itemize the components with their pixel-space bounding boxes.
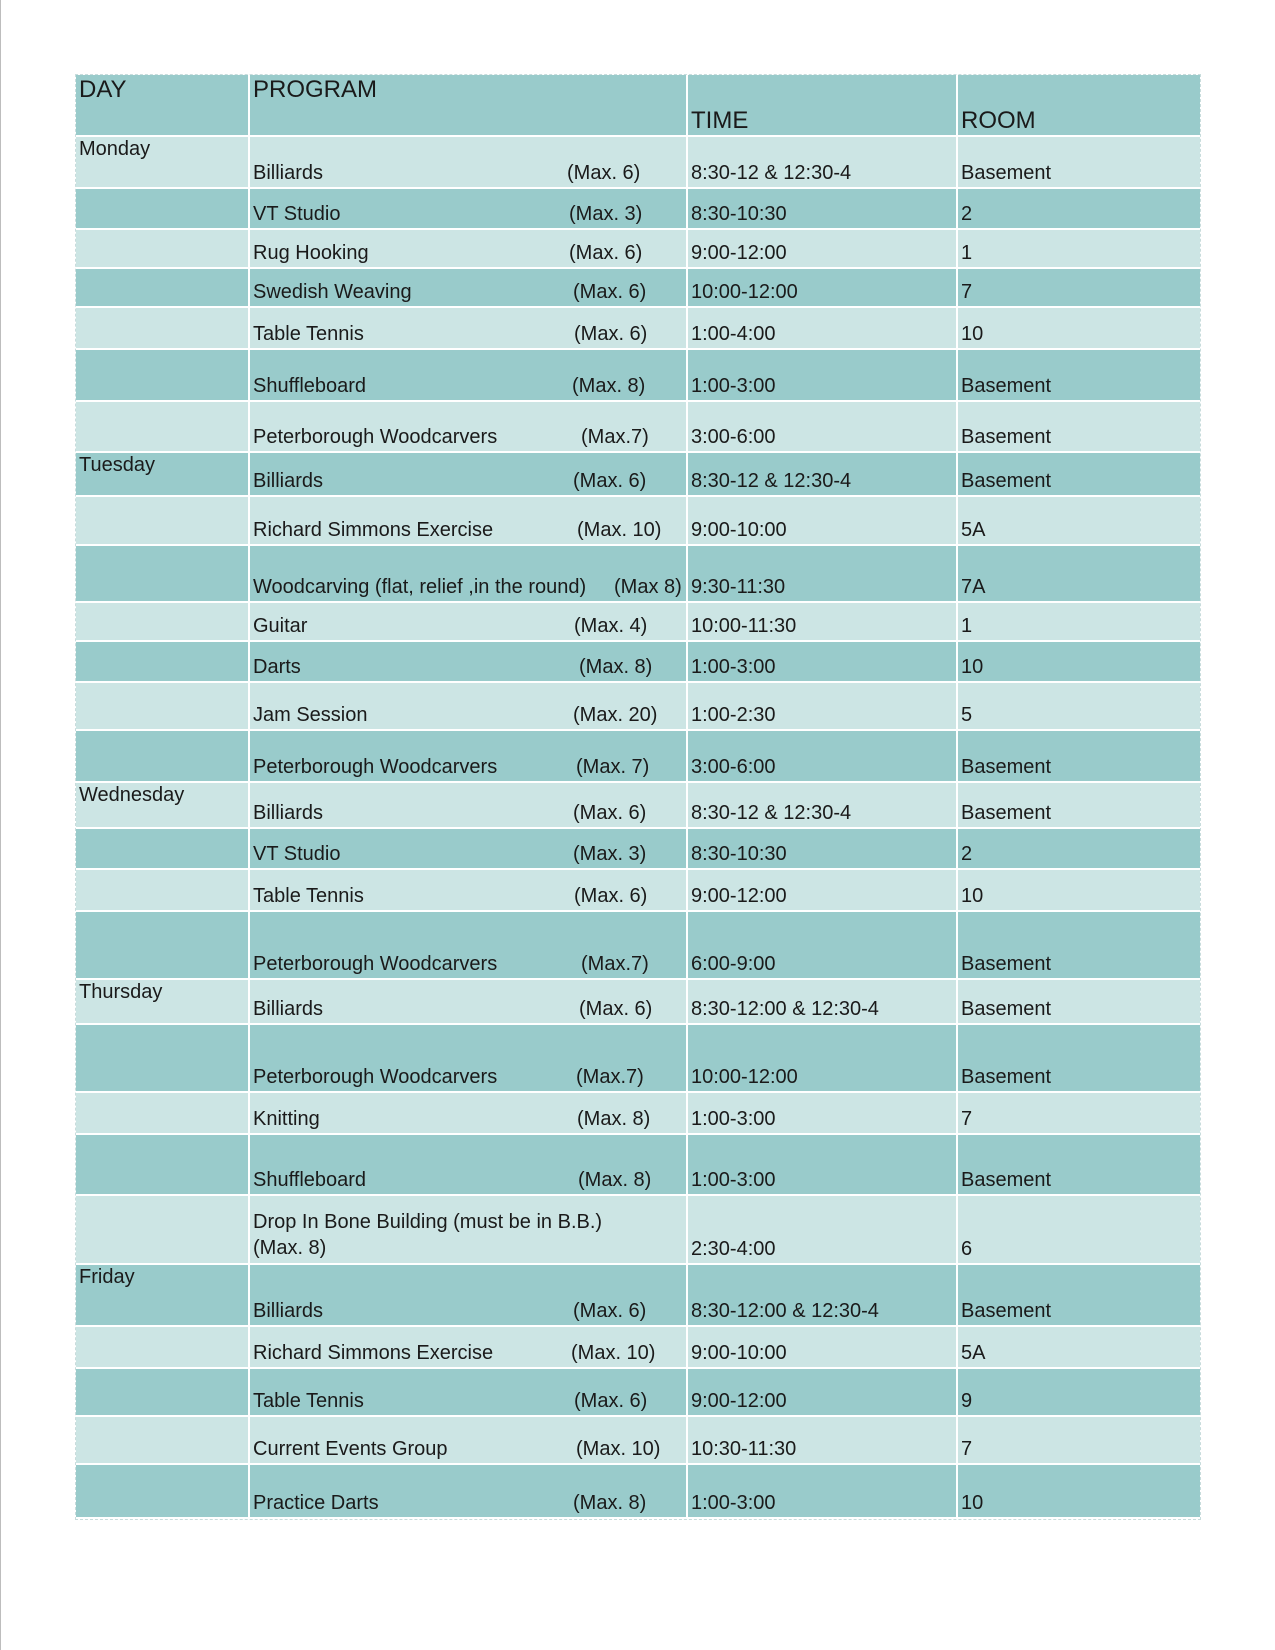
program-cell (250, 453, 688, 497)
program-max: (Max. 8) (572, 375, 646, 397)
program-name: Shuffleboard (253, 1169, 367, 1191)
day-cell (76, 1369, 250, 1417)
table-row (76, 1265, 1200, 1327)
time-cell: 10:00-11:30 (688, 603, 958, 642)
room-cell: Basement (958, 350, 1200, 402)
time-cell: 6:00-9:00 (688, 912, 958, 980)
time-cell: 10:00-12:00 (688, 269, 958, 308)
time-cell: 9:00-12:00 (688, 230, 958, 269)
program-cell (250, 731, 688, 783)
time-cell: 1:00-3:00 (688, 1465, 958, 1519)
room-cell: Basement (958, 731, 1200, 783)
program-cell (250, 1025, 688, 1093)
room-cell: 5A (958, 1327, 1200, 1369)
program-name: Richard Simmons Exercise (253, 1342, 494, 1364)
table-row (76, 731, 1200, 783)
day-cell (76, 1135, 250, 1196)
day-cell: Wednesday (76, 783, 250, 829)
program-name: Billiards (253, 162, 324, 184)
program-cell (250, 497, 688, 546)
room-cell: 9 (958, 1369, 1200, 1417)
room-cell: 1 (958, 603, 1200, 642)
table-row (76, 1135, 1200, 1196)
program-name: Billiards (253, 998, 324, 1020)
program-cell (250, 912, 688, 980)
program-max: (Max. 10) (577, 519, 662, 541)
program-cell (250, 1135, 688, 1196)
program-max: (Max. 10) (576, 1438, 661, 1460)
day-cell: Tuesday (76, 453, 250, 497)
room-cell: Basement (958, 980, 1200, 1025)
program-name: Current Events Group (253, 1438, 448, 1460)
program-max: (Max. 3) (569, 203, 643, 225)
day-cell (76, 603, 250, 642)
room-cell: Basement (958, 912, 1200, 980)
table-row (76, 1369, 1200, 1417)
program-cell (250, 308, 688, 350)
program-cell (250, 1093, 688, 1135)
room-cell: 10 (958, 642, 1200, 683)
program-name: Knitting (253, 1108, 320, 1130)
table-row (76, 980, 1200, 1025)
day-cell (76, 683, 250, 731)
program-cell (250, 870, 688, 912)
table-row (76, 683, 1200, 731)
header-day: DAY (76, 75, 250, 137)
header-time: TIME (688, 75, 958, 137)
day-cell (76, 870, 250, 912)
day-cell (76, 230, 250, 269)
room-cell: Basement (958, 1265, 1200, 1327)
program-name: Table Tennis (253, 323, 364, 345)
room-cell: 10 (958, 870, 1200, 912)
time-cell: 1:00-3:00 (688, 642, 958, 683)
program-name: Woodcarving (flat, relief ,in the round) (253, 576, 587, 598)
program-name: Jam Session (253, 704, 368, 726)
program-name: Peterborough Woodcarvers (253, 953, 498, 975)
time-cell: 1:00-3:00 (688, 1135, 958, 1196)
program-cell (250, 137, 688, 189)
program-cell (250, 402, 688, 453)
program-max: (Max. 6) (573, 802, 647, 824)
time-cell: 9:00-12:00 (688, 870, 958, 912)
day-cell (76, 402, 250, 453)
time-cell: 8:30-12 & 12:30-4 (688, 783, 958, 829)
program-cell (250, 980, 688, 1025)
time-cell: 9:00-10:00 (688, 1327, 958, 1369)
room-cell: Basement (958, 137, 1200, 189)
program-name: VT Studio (253, 203, 341, 225)
program-cell (250, 189, 688, 230)
program-name: Guitar (253, 615, 308, 637)
table-row (76, 230, 1200, 269)
table-row (76, 137, 1200, 189)
program-max: (Max. 3) (573, 843, 647, 865)
program-max: (Max.7) (576, 1066, 644, 1088)
table-row (76, 870, 1200, 912)
time-cell: 1:00-3:00 (688, 1093, 958, 1135)
table-row (76, 497, 1200, 546)
table-row (76, 642, 1200, 683)
table-row (76, 1417, 1200, 1465)
room-cell: 1 (958, 230, 1200, 269)
program-max: (Max. 6) (574, 1390, 648, 1412)
table-row (76, 189, 1200, 230)
room-cell: 2 (958, 189, 1200, 230)
room-cell: 7A (958, 546, 1200, 603)
program-max: (Max. 6) (574, 885, 648, 907)
program-name: Table Tennis (253, 1390, 364, 1412)
room-cell: 5 (958, 683, 1200, 731)
time-cell: 9:00-12:00 (688, 1369, 958, 1417)
program-max: (Max. 8) (579, 656, 653, 678)
time-cell: 8:30-12:00 & 12:30-4 (688, 1265, 958, 1327)
program-max: (Max. 8) (578, 1169, 652, 1191)
time-cell: 2:30-4:00 (688, 1196, 958, 1265)
room-cell: Basement (958, 453, 1200, 497)
program-name: Billiards (253, 1300, 324, 1322)
day-cell (76, 189, 250, 230)
program-cell (250, 783, 688, 829)
time-cell: 8:30-12 & 12:30-4 (688, 453, 958, 497)
day-cell: Friday (76, 1265, 250, 1327)
program-name: Peterborough Woodcarvers (253, 756, 498, 778)
table-row (76, 350, 1200, 402)
program-max: (Max. 20) (573, 704, 658, 726)
program-name: Drop In Bone Building (must be in B.B.) (Max. 8) (253, 1211, 603, 1259)
day-cell (76, 642, 250, 683)
room-cell: 2 (958, 829, 1200, 870)
header-row (76, 75, 1200, 137)
day-cell (76, 829, 250, 870)
table-row (76, 308, 1200, 350)
program-max: (Max. 6) (574, 323, 648, 345)
program-name: Peterborough Woodcarvers (253, 426, 498, 448)
table-row (76, 402, 1200, 453)
room-cell: Basement (958, 783, 1200, 829)
program-max: (Max. 6) (573, 281, 647, 303)
day-cell: Monday (76, 137, 250, 189)
day-cell (76, 1417, 250, 1465)
day-cell (76, 497, 250, 546)
day-cell (76, 350, 250, 402)
time-cell: 3:00-6:00 (688, 731, 958, 783)
day-cell (76, 1196, 250, 1265)
room-cell: Basement (958, 402, 1200, 453)
program-cell (250, 642, 688, 683)
program-cell (250, 1417, 688, 1465)
room-cell: 10 (958, 1465, 1200, 1519)
program-name: Richard Simmons Exercise (253, 519, 494, 541)
table-row (76, 1465, 1200, 1519)
day-cell (76, 269, 250, 308)
program-max: (Max. 6) (573, 470, 647, 492)
time-cell: 9:30-11:30 (688, 546, 958, 603)
program-cell (250, 546, 688, 603)
time-cell: 8:30-10:30 (688, 189, 958, 230)
program-cell (250, 1327, 688, 1369)
program-name: Shuffleboard (253, 375, 367, 397)
table-row (76, 1196, 1200, 1265)
table-row (76, 829, 1200, 870)
program-max: (Max.7) (581, 953, 649, 975)
program-cell (250, 1265, 688, 1327)
day-cell (76, 912, 250, 980)
time-cell: 10:30-11:30 (688, 1417, 958, 1465)
day-cell (76, 1327, 250, 1369)
time-cell: 3:00-6:00 (688, 402, 958, 453)
program-max: (Max. 6) (569, 242, 643, 264)
page-left-edge (0, 0, 1, 1650)
program-name: Billiards (253, 802, 324, 824)
program-max: (Max. 7) (576, 756, 650, 778)
program-schedule-table (76, 75, 1200, 1519)
day-cell (76, 1465, 250, 1519)
room-cell: 10 (958, 308, 1200, 350)
time-cell: 8:30-10:30 (688, 829, 958, 870)
time-cell: 8:30-12:00 & 12:30-4 (688, 980, 958, 1025)
program-name: VT Studio (253, 843, 341, 865)
program-max: (Max. 6) (573, 1300, 647, 1322)
program-name: Darts (253, 656, 301, 678)
table-row (76, 783, 1200, 829)
time-cell: 8:30-12 & 12:30-4 (688, 137, 958, 189)
program-cell (250, 1369, 688, 1417)
day-cell (76, 308, 250, 350)
program-name: Rug Hooking (253, 242, 369, 264)
program-cell (250, 683, 688, 731)
table-row (76, 603, 1200, 642)
program-max: (Max. 6) (567, 162, 641, 184)
program-cell (250, 350, 688, 402)
program-cell (250, 1196, 688, 1265)
room-cell: Basement (958, 1135, 1200, 1196)
program-max: (Max. 6) (579, 998, 653, 1020)
time-cell: 1:00-3:00 (688, 350, 958, 402)
program-cell (250, 230, 688, 269)
header-room: ROOM (958, 75, 1200, 137)
program-max: (Max. 4) (574, 615, 648, 637)
table-row (76, 1093, 1200, 1135)
program-cell (250, 1465, 688, 1519)
table-row (76, 269, 1200, 308)
table-row (76, 546, 1200, 603)
time-cell: 1:00-2:30 (688, 683, 958, 731)
room-cell: 6 (958, 1196, 1200, 1265)
program-name: Practice Darts (253, 1492, 379, 1514)
program-name: Table Tennis (253, 885, 364, 907)
program-cell (250, 603, 688, 642)
day-cell: Thursday (76, 980, 250, 1025)
room-cell: Basement (958, 1025, 1200, 1093)
program-cell (250, 269, 688, 308)
program-max: (Max.7) (581, 426, 649, 448)
day-cell (76, 1093, 250, 1135)
table-row (76, 912, 1200, 980)
room-cell: 7 (958, 269, 1200, 308)
program-max: (Max 8) (614, 576, 682, 598)
time-cell: 10:00-12:00 (688, 1025, 958, 1093)
time-cell: 1:00-4:00 (688, 308, 958, 350)
day-cell (76, 1025, 250, 1093)
header-program: PROGRAM (250, 75, 688, 137)
table-row (76, 1327, 1200, 1369)
program-max: (Max. 8) (577, 1108, 651, 1130)
room-cell: 5A (958, 497, 1200, 546)
program-max: (Max. 10) (571, 1342, 656, 1364)
program-cell (250, 829, 688, 870)
day-cell (76, 731, 250, 783)
room-cell: 7 (958, 1093, 1200, 1135)
time-cell: 9:00-10:00 (688, 497, 958, 546)
table-row (76, 1025, 1200, 1093)
program-name: Swedish Weaving (253, 281, 412, 303)
program-max: (Max. 8) (573, 1492, 647, 1514)
room-cell: 7 (958, 1417, 1200, 1465)
table-row (76, 453, 1200, 497)
program-name: Billiards (253, 470, 324, 492)
program-name: Peterborough Woodcarvers (253, 1066, 498, 1088)
day-cell (76, 546, 250, 603)
